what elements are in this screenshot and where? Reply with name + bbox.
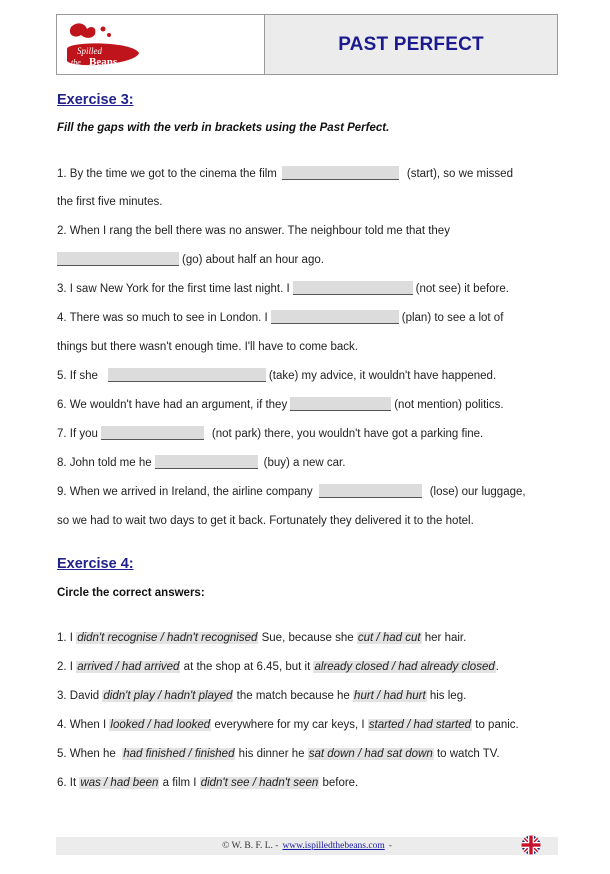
ex3-text: (plan) to see a lot of — [401, 312, 504, 324]
ex4-line-4 — [57, 715, 519, 731]
footer-bar — [56, 837, 558, 855]
ex3-line-9-cont — [57, 511, 474, 527]
title-cell — [265, 15, 557, 74]
answer-option[interactable]: started / had started — [368, 719, 472, 731]
answer-option[interactable]: hurt / had hurt — [354, 690, 426, 702]
ex4-line-2 — [57, 657, 499, 673]
ex4-text: 3. David — [57, 690, 100, 702]
ex4-text: at the shop at 6.45, but it — [183, 661, 311, 673]
ex3-text: 8. John told me he — [57, 457, 152, 469]
ex3-text: 7. If you — [57, 428, 98, 440]
ex3-line-5 — [57, 366, 496, 382]
uk-flag-icon — [521, 835, 541, 855]
gap-9[interactable] — [319, 484, 422, 498]
ex4-text: Sue, because she — [261, 632, 354, 644]
ex3-text: (go) about half an hour ago. — [182, 254, 324, 266]
ex3-text: (not park) there, you wouldn't have got a parking fine. — [211, 428, 484, 440]
ex3-text: 5. If she — [57, 370, 98, 382]
ex3-text: (start), so we missed — [406, 168, 513, 180]
logo-text-1: Spilled — [77, 46, 102, 56]
ex4-text: 1. I — [57, 632, 73, 644]
ex4-line-6 — [57, 773, 358, 789]
ex4-text: 5. When he — [57, 748, 116, 760]
ex3-text: 6. We wouldn't have had an argument, if they — [57, 399, 288, 411]
gap-5[interactable] — [108, 368, 266, 382]
ex4-line-1 — [57, 628, 466, 644]
answer-option[interactable]: already closed / had already closed — [314, 661, 495, 673]
ex3-line-7 — [57, 424, 483, 440]
ex3-text: so we had to wait two days to get it back. Fortunately they delivered it to the hotel. — [57, 515, 474, 527]
footer-link[interactable]: www.ispilledthebeans.com — [282, 841, 385, 851]
ex3-text: things but there wasn't enough time. I'll have to come back. — [57, 341, 359, 353]
exercise-4-instruction: Circle the correct answers: — [57, 587, 205, 599]
footer-suffix: - — [388, 841, 392, 851]
ex4-text: to panic. — [475, 719, 519, 731]
ex3-line-8 — [57, 453, 345, 469]
answer-option[interactable]: cut / had cut — [357, 632, 421, 644]
ex3-text: (lose) our luggage, — [429, 486, 526, 498]
gap-6[interactable] — [290, 397, 391, 411]
ex3-text: (take) my advice, it wouldn't have happened. — [268, 370, 497, 382]
logo-text-2: the — [71, 58, 81, 67]
ex4-text: his dinner he — [238, 748, 305, 760]
ex4-text: the match because he — [236, 690, 350, 702]
gap-1[interactable] — [282, 166, 399, 180]
ex4-text: his leg. — [429, 690, 467, 702]
ex3-text: 3. I saw New York for the first time last night. I — [57, 283, 290, 295]
ex3-line-3 — [57, 279, 509, 295]
gap-2[interactable] — [57, 252, 179, 266]
header-box — [56, 14, 558, 75]
gap-4[interactable] — [271, 310, 399, 324]
ex3-line-1 — [57, 164, 513, 180]
ex4-text: her hair. — [424, 632, 467, 644]
gap-7[interactable] — [101, 426, 204, 440]
ex3-text: 1. By the time we got to the cinema the film — [57, 168, 277, 180]
ex3-text: 2. When I rang the bell there was no answer. The neighbour told me that they — [57, 225, 450, 237]
ex3-line-6 — [57, 395, 504, 411]
answer-option[interactable]: had finished / finished — [123, 748, 235, 760]
answer-option[interactable]: didn't play / hadn't played — [103, 690, 233, 702]
ex4-text: 2. I — [57, 661, 73, 673]
ex3-text: (not see) it before. — [415, 283, 509, 295]
answer-option[interactable]: arrived / had arrived — [77, 661, 180, 673]
exercise-3-heading: Exercise 3: — [57, 92, 134, 108]
ex3-text: 4. There was so much to see in London. I — [57, 312, 268, 324]
ex4-text: . — [495, 661, 499, 673]
ex4-line-5 — [57, 744, 500, 760]
ex3-line-1-cont — [57, 192, 162, 208]
ex4-text: 6. It — [57, 777, 77, 789]
ex3-text: (not mention) politics. — [394, 399, 504, 411]
ex4-text: 4. When I — [57, 719, 107, 731]
ex3-text: 9. When we arrived in Ireland, the airline company — [57, 486, 313, 498]
page-title: PAST PERFECT — [338, 33, 484, 55]
ex3-line-2-cont — [57, 250, 324, 266]
answer-option[interactable]: didn't recognise / hadn't recognised — [77, 632, 258, 644]
logo-cell — [57, 15, 265, 74]
ex3-line-4 — [57, 308, 503, 324]
exercise-3-instruction: Fill the gaps with the verb in brackets using the Past Perfect. — [57, 122, 390, 134]
ex3-line-2 — [57, 221, 450, 237]
answer-option[interactable]: sat down / had sat down — [308, 748, 433, 760]
footer-copyright: © W. B. F. L. - — [222, 841, 279, 851]
answer-option[interactable]: didn't see / hadn't seen — [200, 777, 319, 789]
ex4-line-3 — [57, 686, 466, 702]
ex3-text: (buy) a new car. — [263, 457, 346, 469]
answer-option[interactable]: was / had been — [80, 777, 159, 789]
ex4-text: to watch TV. — [436, 748, 500, 760]
logo-text-3: Beans — [89, 56, 118, 68]
exercise-4-heading: Exercise 4: — [57, 556, 134, 572]
ex4-text: everywhere for my car keys, I — [214, 719, 365, 731]
ex3-line-4-cont — [57, 337, 358, 353]
ex3-text: the first five minutes. — [57, 196, 163, 208]
answer-option[interactable]: looked / had looked — [110, 719, 211, 731]
ex4-text: before. — [322, 777, 359, 789]
gap-8[interactable] — [155, 455, 258, 469]
ex4-text: a film I — [162, 777, 197, 789]
ex3-line-9 — [57, 482, 526, 498]
gap-3[interactable] — [293, 281, 413, 295]
spilled-the-beans-logo — [63, 19, 143, 73]
